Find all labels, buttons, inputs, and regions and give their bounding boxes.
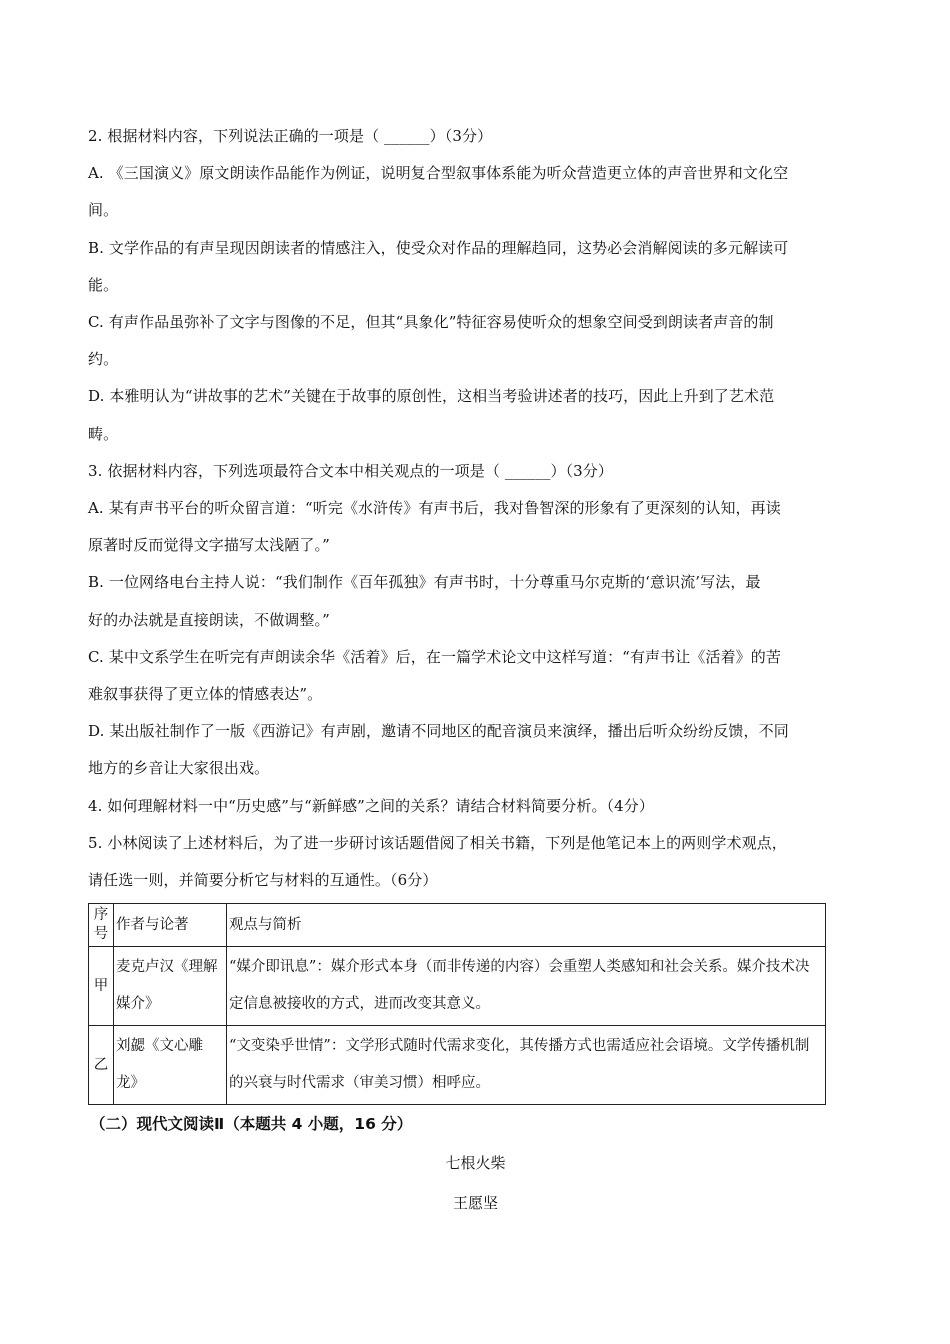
article-author: 王愿坚 — [452, 1194, 498, 1213]
row-view: “媒介即讯息”：媒介形式本身（而非传递的内容）会重塑人类感知和社会关系。媒介技术决定信息被接收的方式，进而改变其意义。 — [227, 947, 826, 1026]
header-view: 观点与简析 — [227, 904, 826, 947]
row-author: 刘勰《文心雕龙》 — [114, 1026, 227, 1105]
q2-stem: 2. 根据材料内容，下列说法正确的一项是（ ______）（3分） — [88, 127, 493, 145]
q5-stem-line1: 5. 小林阅读了上述材料后，为了进一步研讨该话题借阅了相关书籍，下列是他笔记本上的两则学术观点， — [88, 833, 787, 852]
q2-option-d-line1: D. 本雅明认为“讲故事的艺术”关键在于故事的原创性，这相当考验讲述者的技巧，因此上升到了艺术范 — [88, 387, 775, 406]
q2-option-d-line2: 畴。 — [88, 424, 119, 443]
q2-option-a-line2: 间。 — [88, 201, 119, 220]
row-id: 乙 — [89, 1026, 114, 1105]
q2-option-c-line1: C. 有声作品虽弥补了文字与图像的不足，但其“具象化”特征容易使听众的想象空间受到朗读者声音的制 — [88, 313, 774, 332]
q5-stem-line2: 请任选一则，并简要分析它与材料的互通性。（6分） — [88, 871, 438, 890]
table-row — [89, 947, 826, 1026]
q4-stem: 4. 如何理解材料一中“历史感”与“新鲜感”之间的关系？请结合材料简要分析。（4分） — [88, 796, 655, 815]
q3-stem: 3. 依据材料内容，下列选项最符合文本中相关观点的一项是（ ______）（3分） — [88, 461, 613, 480]
q2-option-b-line1: B. 文学作品的有声呈现因朗读者的情感注入，使受众对作品的理解趋同，这势必会消解阅读的多元解读可 — [88, 238, 789, 257]
row-id: 甲 — [89, 947, 114, 1026]
table-header-row — [89, 904, 826, 947]
q3-option-d-line2: 地方的乡音让大家很出戏。 — [88, 759, 270, 778]
q3-option-a-line1: A. 某有声书平台的听众留言道：“听完《水浒传》有声书后，我对鲁智深的形象有了更深刻的认知，再读 — [88, 499, 781, 518]
viewpoints-table — [88, 903, 826, 1105]
exam-page — [88, 118, 863, 1223]
q3-option-d-line1: D. 某出版社制作了一版《西游记》有声剧，邀请不同地区的配音演员来演绎，播出后听众纷纷反馈，不同 — [88, 722, 789, 741]
q3-option-b-line2: 好的办法就是直接朗读，不做调整。” — [88, 610, 330, 629]
q2-option-b-line2: 能。 — [88, 275, 119, 294]
article-title: 七根火柴 — [445, 1154, 506, 1173]
header-number: 序号 — [89, 904, 114, 947]
q2-option-c-line2: 约。 — [88, 350, 119, 369]
q2-option-a-line1: A. 《三国演义》原文朗读作品能作为例证，说明复合型叙事体系能为听众营造更立体的声音世界和文化空 — [88, 164, 789, 183]
q3-option-c-line2: 难叙事获得了更立体的情感表达”。 — [88, 685, 323, 704]
q3-option-a-line2: 原著时反而觉得文字描写太浅陋了。” — [88, 536, 330, 555]
header-author: 作者与论著 — [114, 904, 227, 947]
row-author: 麦克卢汉《理解媒介》 — [114, 947, 227, 1026]
q3-option-c-line1: C. 某中文系学生在听完有声朗读余华《活着》后，在一篇学术论文中这样写道：“有声书让《活着》的苦 — [88, 647, 781, 666]
table-row — [89, 1026, 826, 1105]
section-title: （二）现代文阅读Ⅱ（本题共 4 小题，16 分） — [90, 1115, 413, 1134]
q3-option-b-line1: B. 一位网络电台主持人说：“我们制作《百年孤独》有声书时，十分尊重马尔克斯的‘意识流’写法，最 — [88, 573, 761, 592]
row-view: “文变染乎世情”：文学形式随时代需求变化，其传播方式也需适应社会语境。文学传播机制的兴衰与时代需求（审美习惯）相呼应。 — [227, 1026, 826, 1105]
